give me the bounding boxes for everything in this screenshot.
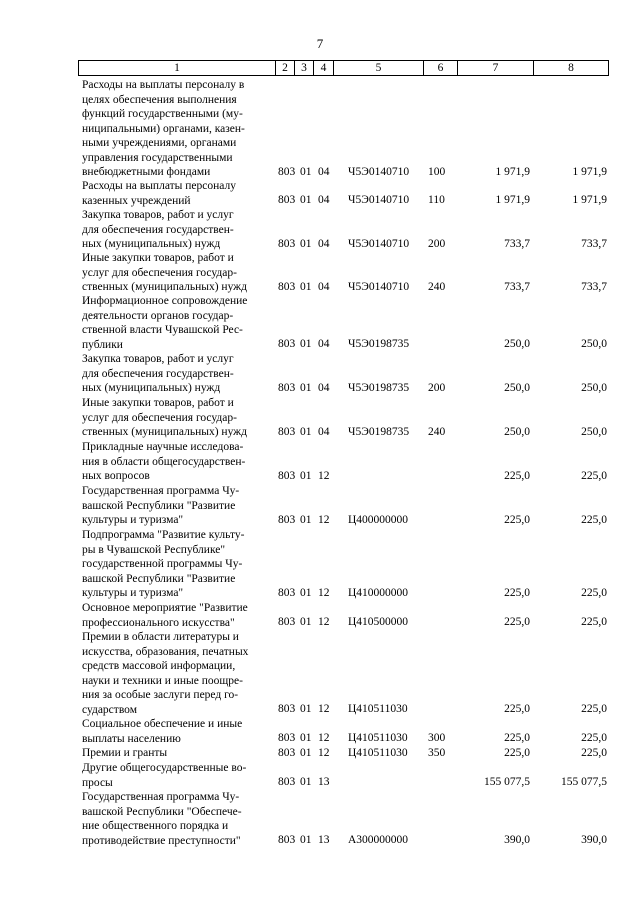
row-sum-1: 225,0 [504, 587, 530, 599]
row-sum-1: 225,0 [504, 470, 530, 482]
row-sum-1: 733,7 [504, 238, 530, 250]
row-name: Социальное обеспечение и иные выплаты населению [82, 718, 243, 745]
row-pr: 12 [318, 703, 330, 715]
row-ved: 803 [278, 616, 296, 628]
row-rz: 01 [300, 382, 312, 394]
row-sum-1: 390,0 [504, 834, 530, 846]
row-csr: Ц410500000 [348, 616, 409, 628]
row-rz: 01 [300, 747, 312, 759]
row-sum-2: 225,0 [581, 587, 607, 599]
row-csr: А300000000 [348, 834, 409, 846]
row-csr: Ч5Э0140710 [348, 281, 410, 293]
row-vr: 200 [428, 382, 446, 394]
row-pr: 04 [318, 194, 330, 206]
row-pr: 04 [318, 426, 330, 438]
row-csr: Ч5Э0198735 [348, 426, 410, 438]
row-csr: Ц410000000 [348, 587, 409, 599]
row-csr: Ц410511030 [348, 747, 408, 759]
row-vr: 100 [428, 166, 446, 178]
row-rz: 01 [300, 281, 312, 293]
row-sum-1: 225,0 [504, 616, 530, 628]
row-sum-1: 1 971,9 [495, 194, 530, 206]
row-sum-1: 225,0 [504, 732, 530, 744]
row-ved: 803 [278, 703, 296, 715]
row-rz: 01 [300, 470, 312, 482]
row-ved: 803 [278, 776, 296, 788]
row-csr: Ч5Э0140710 [348, 194, 410, 206]
row-ved: 803 [278, 166, 296, 178]
row-vr: 300 [428, 732, 446, 744]
row-vr: 240 [428, 281, 446, 293]
row-sum-2: 225,0 [581, 747, 607, 759]
row-pr: 04 [318, 281, 330, 293]
header-col-1: 1 [78, 60, 276, 76]
row-sum-2: 390,0 [581, 834, 607, 846]
header-col-6: 6 [423, 60, 458, 76]
row-rz: 01 [300, 703, 312, 715]
row-rz: 01 [300, 194, 312, 206]
row-name: Премии в области литературы и искусства, образования, печатных средств массовой информации, науки и техники и иные поощре- ния за особые заслуги перед го- сударством [82, 631, 249, 716]
row-sum-2: 250,0 [581, 382, 607, 394]
row-ved: 803 [278, 587, 296, 599]
row-ved: 803 [278, 426, 296, 438]
row-sum-2: 733,7 [581, 281, 607, 293]
row-rz: 01 [300, 166, 312, 178]
row-ved: 803 [278, 834, 296, 846]
row-name: Расходы на выплаты персоналу казенных учреждений [82, 180, 236, 207]
row-pr: 12 [318, 514, 330, 526]
row-vr: 200 [428, 238, 446, 250]
row-ved: 803 [278, 514, 296, 526]
row-pr: 04 [318, 338, 330, 350]
row-sum-2: 250,0 [581, 426, 607, 438]
table-header [78, 60, 609, 76]
row-vr: 110 [428, 194, 445, 206]
header-col-4: 4 [313, 60, 334, 76]
row-vr: 350 [428, 747, 446, 759]
row-pr: 12 [318, 616, 330, 628]
row-name: Основное мероприятие "Развитие профессионального искусства" [82, 602, 248, 629]
row-csr: Ч5Э0140710 [348, 166, 410, 178]
row-rz: 01 [300, 338, 312, 350]
row-sum-1: 225,0 [504, 703, 530, 715]
row-sum-1: 225,0 [504, 747, 530, 759]
row-name: Другие общегосударственные во- просы [82, 762, 247, 789]
row-pr: 04 [318, 166, 330, 178]
row-pr: 04 [318, 238, 330, 250]
header-col-3: 3 [294, 60, 314, 76]
row-sum-2: 225,0 [581, 732, 607, 744]
row-name: Иные закупки товаров, работ и услуг для обеспечения государ- ственных (муниципальных) нужд [82, 397, 247, 438]
page-number: 7 [316, 36, 324, 51]
row-pr: 13 [318, 834, 330, 846]
row-pr: 13 [318, 776, 330, 788]
row-sum-2: 225,0 [581, 616, 607, 628]
row-pr: 04 [318, 382, 330, 394]
row-sum-1: 155 077,5 [484, 776, 530, 788]
row-sum-1: 250,0 [504, 338, 530, 350]
row-vr: 240 [428, 426, 446, 438]
row-name: Подпрограмма "Развитие культу- ры в Чувашской Республике" государственной программы Чу- вашской Республики "Развитие культуры и туризма" [82, 529, 245, 599]
row-ved: 803 [278, 338, 296, 350]
row-pr: 12 [318, 747, 330, 759]
row-sum-2: 733,7 [581, 238, 607, 250]
row-csr: Ц410511030 [348, 732, 408, 744]
row-ved: 803 [278, 732, 296, 744]
row-name: Государственная программа Чу- вашской Республики "Развитие культуры и туризма" [82, 485, 240, 526]
row-rz: 01 [300, 587, 312, 599]
row-ved: 803 [278, 238, 296, 250]
row-name: Иные закупки товаров, работ и услуг для обеспечения государ- ственных (муниципальных) нужд [82, 252, 247, 293]
row-name: Премии и гранты [82, 747, 168, 759]
row-csr: Ч5Э0140710 [348, 238, 410, 250]
row-csr: Ц410511030 [348, 703, 408, 715]
row-ved: 803 [278, 194, 296, 206]
row-ved: 803 [278, 281, 296, 293]
row-pr: 12 [318, 587, 330, 599]
row-name: Государственная программа Чу- вашской Республики "Обеспече- ние общественного порядка и противодействие преступности" [82, 791, 242, 847]
header-col-5: 5 [333, 60, 424, 76]
row-name: Расходы на выплаты персоналу в целях обеспечения выполнения функций государственными (му- ниципальными) органами, казен- ными учреждениями, органами управления государственными внебюджетными фондами [82, 79, 245, 178]
row-pr: 12 [318, 470, 330, 482]
row-ved: 803 [278, 747, 296, 759]
row-csr: Ц400000000 [348, 514, 409, 526]
row-rz: 01 [300, 616, 312, 628]
row-sum-2: 155 077,5 [561, 776, 607, 788]
row-sum-2: 250,0 [581, 338, 607, 350]
row-csr: Ч5Э0198735 [348, 338, 410, 350]
row-name: Информационное сопровождение деятельности органов государ- ственной власти Чувашской Рес- публики [82, 295, 248, 351]
row-sum-2: 1 971,9 [572, 166, 607, 178]
row-sum-1: 1 971,9 [495, 166, 530, 178]
row-ved: 803 [278, 470, 296, 482]
row-rz: 01 [300, 732, 312, 744]
row-sum-1: 250,0 [504, 382, 530, 394]
row-rz: 01 [300, 514, 312, 526]
header-col-7: 7 [457, 60, 534, 76]
row-sum-1: 250,0 [504, 426, 530, 438]
row-rz: 01 [300, 834, 312, 846]
row-sum-1: 225,0 [504, 514, 530, 526]
row-sum-1: 733,7 [504, 281, 530, 293]
row-csr: Ч5Э0198735 [348, 382, 410, 394]
row-name: Закупка товаров, работ и услуг для обеспечения государствен- ных (муниципальных) нужд [82, 209, 234, 250]
row-sum-2: 1 971,9 [572, 194, 607, 206]
row-sum-2: 225,0 [581, 514, 607, 526]
row-pr: 12 [318, 732, 330, 744]
row-name: Закупка товаров, работ и услуг для обеспечения государствен- ных (муниципальных) нужд [82, 353, 234, 394]
row-sum-2: 225,0 [581, 703, 607, 715]
header-col-2: 2 [275, 60, 295, 76]
row-rz: 01 [300, 426, 312, 438]
row-name: Прикладные научные исследова- ния в области общегосударствен- ных вопросов [82, 441, 246, 482]
row-ved: 803 [278, 382, 296, 394]
row-rz: 01 [300, 238, 312, 250]
row-rz: 01 [300, 776, 312, 788]
header-col-8: 8 [533, 60, 609, 76]
row-sum-2: 225,0 [581, 470, 607, 482]
